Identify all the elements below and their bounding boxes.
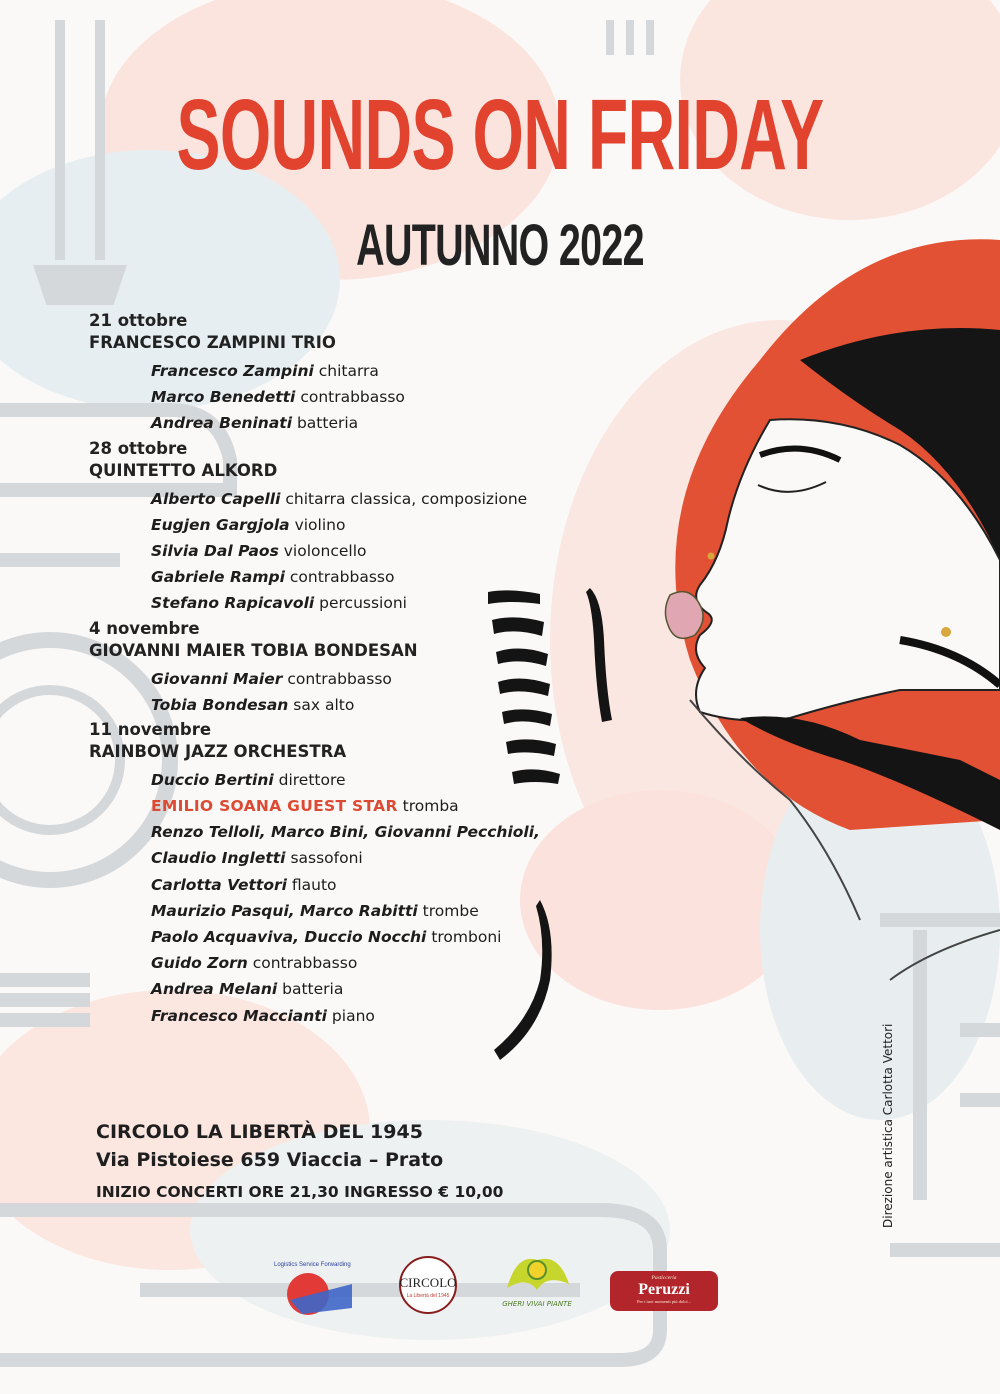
concert-date: 4 novembre [89,618,200,638]
musician-name: Claudio Ingletti [151,849,286,868]
poster-title: SOUNDS ON FRIDAY [176,79,824,191]
musician-instrument: batteria [296,414,359,433]
musician-name: Francesco Maccianti [151,1006,327,1025]
concert-program [89,310,649,1030]
musician-name: Tobia Bondesan [151,695,289,714]
musician-name: Gabriele Rampi [151,568,285,587]
illustration-earring [941,627,951,637]
musician-name: Marco Benedetti [151,388,296,407]
venue-address: Via Pistoiese 659 Viaccia – Prato [96,1149,444,1171]
musician-row [89,564,649,590]
musician-instrument: contrabbasso [287,669,392,688]
musician-row [89,692,649,718]
musician-row [89,590,649,616]
gheri-vivai-logo-text: GHERI VIVAI PIANTE [502,1300,572,1308]
pasticceria-peruzzi-logo [609,1270,719,1312]
musician-row [89,1003,649,1029]
musician-name: Giovanni Maier [151,669,283,688]
musician-instrument: chitarra classica, composizione [285,489,528,508]
musician-instrument: contrabbasso [252,954,358,973]
musician-row [89,767,649,793]
instrument-bars-top-icon [610,20,650,55]
venue-block [96,1118,443,1174]
musician-name: Paolo Acquaviva, Duccio Nocchi [151,928,427,946]
musician-instrument: tromboni [431,928,502,946]
musician-row [89,666,649,692]
gheri-vivai-logo [497,1248,577,1318]
band-name: GIOVANNI MAIER TOBIA BONDESAN [89,640,418,660]
concert-event [89,438,649,617]
musician-row [89,950,649,976]
concert-date: 28 ottobre [89,438,188,458]
musician-name: Francesco Zampini [151,362,314,380]
musician-instrument: violoncello [283,541,367,560]
circolo-logo [388,1254,468,1316]
musician-name: Duccio Bertini [151,770,274,789]
musician-row [89,924,649,950]
sponsor-logistics-logo [272,1256,362,1318]
musician-row [89,845,649,871]
musician-row [89,410,649,436]
musician-instrument: sax alto [293,695,355,714]
musician-instrument: direttore [278,770,346,789]
musician-row [89,819,649,845]
musician-instrument: violino [294,515,346,534]
musician-name: Stefano Rapicavoli [151,594,315,613]
musician-name: Guido Zorn [151,954,248,973]
artistic-direction-credit: Direzione artistica Carlotta Vettori [881,1023,895,1228]
musician-instrument: contrabbasso [289,568,395,587]
concert-event [89,310,649,437]
musician-row [89,538,649,564]
musician-name: EMILIO SOANA GUEST STAR [151,797,398,816]
musician-row [89,384,649,410]
peruzzi-logo-tagline: Per i tuoi momenti più dolci... [637,1299,691,1304]
musician-instrument: flauto [291,875,337,894]
musician-row [89,898,649,924]
musician-row [89,486,649,512]
musician-instrument: trombe [422,901,479,920]
musician-instrument: chitarra [318,362,379,380]
musician-name: Alberto Capelli [151,489,281,508]
musician-instrument: sassofoni [290,849,363,868]
musician-row [89,976,649,1002]
musician-instrument: contrabbasso [300,388,405,407]
peruzzi-logo-top: Pasticceria [651,1275,677,1281]
band-name: FRANCESCO ZAMPINI TRIO [89,333,336,352]
musician-instrument: percussioni [319,594,407,613]
musician-row [89,872,649,898]
concert-event [89,618,649,718]
musician-name: Renzo Telloli, Marco Bini, Giovanni Pecchioli, [151,823,540,842]
musician-row [89,512,649,538]
sponsor-logistics-text: Logistics Service Forwarding [274,1262,351,1268]
musician-instrument: piano [331,1006,375,1025]
musician-name: Eugjen Gargjola [151,515,290,534]
musician-row [89,358,649,384]
musician-name: Andrea Melani [151,980,278,999]
musician-name: Andrea Beninati [151,414,293,433]
concert-event [89,719,649,1029]
musician-name: Silvia Dal Paos [151,541,279,560]
band-name: QUINTETTO ALKORD [89,460,278,480]
poster-subtitle: AUTUNNO 2022 [356,213,644,278]
musician-name: Maurizio Pasqui, Marco Rabitti [151,901,418,920]
musician-instrument: batteria [282,980,344,999]
circolo-logo-brand: CIRCOLO [399,1275,457,1290]
illustration-freckle [708,553,715,560]
concert-info: INIZIO CONCERTI ORE 21,30 INGRESSO € 10,00 [96,1183,504,1201]
concert-date: 11 novembre [89,719,212,739]
concert-date: 21 ottobre [89,311,188,330]
circolo-logo-sub: La Libertà del 1945 [406,1293,450,1299]
guest-star-row [89,793,649,819]
musician-instrument: tromba [402,797,459,816]
peruzzi-logo-brand: Peruzzi [638,1281,690,1298]
venue-name: CIRCOLO LA LIBERTÀ DEL 1945 [96,1121,423,1143]
musician-name: Carlotta Vettori [151,875,287,894]
band-name: RAINBOW JAZZ ORCHESTRA [89,741,347,761]
